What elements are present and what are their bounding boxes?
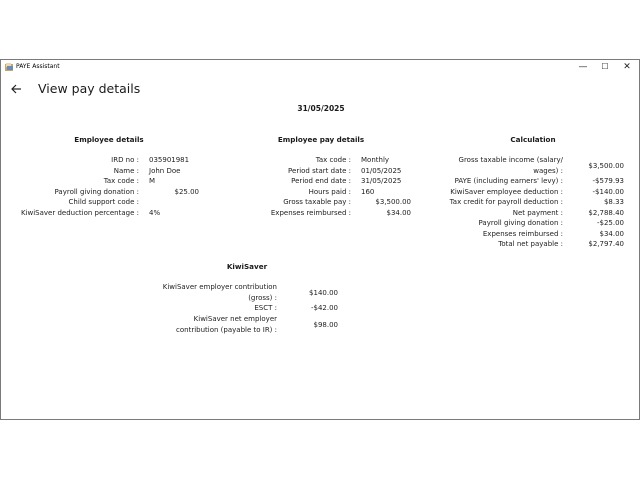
payroll-giving-value: $25.00 [174, 187, 199, 196]
gross-income-value: $3,500.00 [588, 161, 624, 170]
ird-label: IRD no : [111, 156, 139, 164]
back-arrow-icon[interactable] [10, 82, 24, 96]
child-support-label: Child support code : [68, 198, 139, 206]
net-employer-contribution-value: $98.00 [313, 320, 338, 329]
paye-label: PAYE (including earners' levy) : [454, 177, 563, 185]
kiwisaver-percentage-value: 4% [149, 208, 161, 217]
calc-expenses-value: $34.00 [599, 229, 624, 238]
net-employer-contribution-label-line2: contribution (payable to IR) : [176, 325, 277, 334]
period-end-value: 31/05/2025 [361, 177, 402, 185]
period-end-label: Period end date : [291, 177, 351, 185]
expenses-reimbursed-value: $34.00 [386, 208, 411, 217]
period-start-label: Period start date : [288, 166, 351, 175]
tax-credit-value: $8.33 [603, 198, 624, 206]
expenses-reimbursed-label: Expenses reimbursed : [270, 208, 351, 217]
employer-contribution-label [141, 282, 277, 303]
tax-code-label: Tax code : [103, 177, 139, 185]
app-icon [5, 63, 14, 71]
net-employer-contribution-label [141, 314, 277, 335]
kiwisaver-employee-deduction-value: -$140.00 [592, 187, 624, 196]
net-payment-value: $2,788.40 [588, 208, 624, 217]
total-net-payable-value: $2,797.40 [588, 240, 624, 248]
employer-contribution-value: $140.00 [309, 288, 338, 297]
hours-paid-value: 160 [361, 187, 375, 196]
minimize-button[interactable]: — [578, 62, 588, 72]
calc-payroll-giving-label: Payroll giving donation : [478, 219, 563, 227]
total-net-payable-label: Total net payable : [498, 240, 563, 248]
pay-date: 31/05/2025 [297, 104, 345, 113]
tax-credit-label: Tax credit for payroll deduction : [449, 198, 563, 206]
net-payment-label: Net payment : [512, 208, 563, 217]
employer-contribution-label-line2: (gross) : [248, 293, 277, 302]
name-value: John Doe [149, 166, 181, 175]
calculation-title: Calculation [510, 135, 556, 144]
gross-income-label-line2: wages) : [533, 166, 563, 175]
net-employer-contribution-label-line1: KiwiSaver net employer [193, 315, 277, 323]
kiwisaver-employee-deduction-label: KiwiSaver employee deduction : [450, 187, 563, 196]
pay-tax-code-value: Monthly [361, 156, 390, 164]
gross-income-label [431, 155, 563, 176]
paye-value: -$579.93 [592, 177, 624, 185]
app-window [0, 59, 640, 420]
employer-contribution-label-line1: KiwiSaver employer contribution [162, 283, 277, 291]
payroll-giving-label: Payroll giving donation : [54, 187, 139, 196]
period-start-value: 01/05/2025 [361, 166, 402, 175]
esct-value: -$42.00 [310, 304, 338, 312]
employee-pay-details-title: Employee pay details [277, 135, 365, 144]
kiwisaver-title: KiwiSaver [226, 262, 268, 271]
kiwisaver-percentage-label: KiwiSaver deduction percentage : [20, 208, 139, 217]
ird-value: 035901981 [149, 156, 190, 164]
page-title: View pay details [38, 81, 141, 96]
gross-taxable-pay-label: Gross taxable pay : [283, 198, 351, 206]
employee-details-title: Employee details [74, 135, 144, 144]
hours-paid-label: Hours paid : [308, 187, 351, 196]
esct-label: ESCT : [254, 304, 277, 312]
tax-code-value: M [149, 177, 156, 185]
maximize-button[interactable]: ☐ [601, 62, 609, 71]
calc-payroll-giving-value: -$25.00 [596, 219, 624, 227]
gross-taxable-pay-value: $3,500.00 [375, 198, 411, 206]
gross-income-label-line1: Gross taxable income (salary/ [458, 156, 563, 164]
name-label: Name : [113, 166, 139, 175]
window-title: PAYE Assistant [16, 63, 60, 70]
title-bar [1, 60, 639, 74]
close-button[interactable]: ✕ [623, 62, 631, 72]
pay-tax-code-label: Tax code : [315, 156, 351, 164]
calc-expenses-label: Expenses reimbursed : [482, 229, 563, 238]
